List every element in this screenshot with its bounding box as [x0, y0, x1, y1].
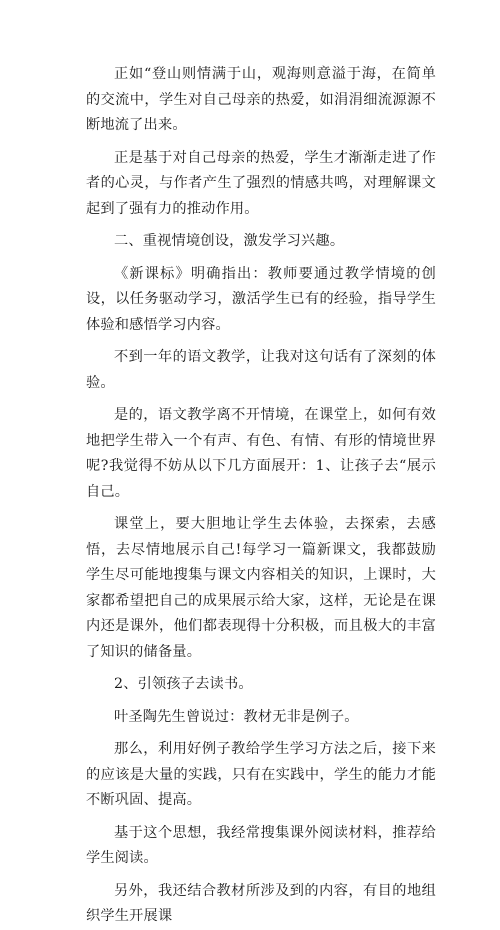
section-heading-2: 二、重视情境创设，激发学习兴趣。 — [114, 233, 345, 249]
paragraph-10: 另外，我还结合教材所涉及到的内容，有目的地组织学生开展课 — [86, 882, 436, 924]
paragraph-9: 基于这个思想，我经常搜集课外阅读材料，推荐给学生阅读。 — [86, 824, 436, 866]
document-body — [86, 62, 436, 924]
paragraph-4: 不到一年的语文教学，让我对这句话有了深刻的体验。 — [86, 349, 436, 391]
paragraph-1: 正如“登山则情满于山，观海则意溢于海，在简单的交流中，学生对自己母亲的热爱，如涓涓细流源源不断地流了出来。 — [86, 66, 436, 133]
paragraph-2: 正是基于对自己母亲的热爱，学生才渐渐走进了作者的心灵，与作者产生了强烈的情感共鸣，对理解课文起到了强有力的推动作用。 — [86, 149, 436, 217]
paragraph-7: 叶圣陶先生曾说过：教材无非是例子。 — [114, 708, 359, 725]
paragraph-3: 《新课标》明确指出：教师要通过教学情境的创设，以任务驱动学习，激活学生已有的经验，指导学生体验和感悟学习内容。 — [86, 265, 436, 333]
paragraph-5: 是的，语文教学离不开情境，在课堂上，如何有效地把学生带入一个有声、有色、有情、有形的情境世界呢?我觉得不妨从以下几方面展开：1、让孩子去“展示自己。 — [86, 407, 436, 500]
subheading-2: 2、引领孩子去读书。 — [114, 676, 253, 692]
paragraph-6: 课堂上，要大胆地让学生去体验，去探索，去感悟，去尽情地展示自己!每学习一篇新课文，我都鼓励学生尽可能地搜集与课文内容相关的知识，上课时，大家都希望把自己的成果展示给大家，这样，无论是在课内还是课外，他们都表现得十分积极，而且极大的丰富了知识的储备量。 — [86, 516, 436, 660]
paragraph-8: 那么，利用好例子教给学生学习方法之后，接下来的应该是大量的实践，只有在实践中，学生的能力才能不断巩固、提高。 — [86, 741, 436, 808]
